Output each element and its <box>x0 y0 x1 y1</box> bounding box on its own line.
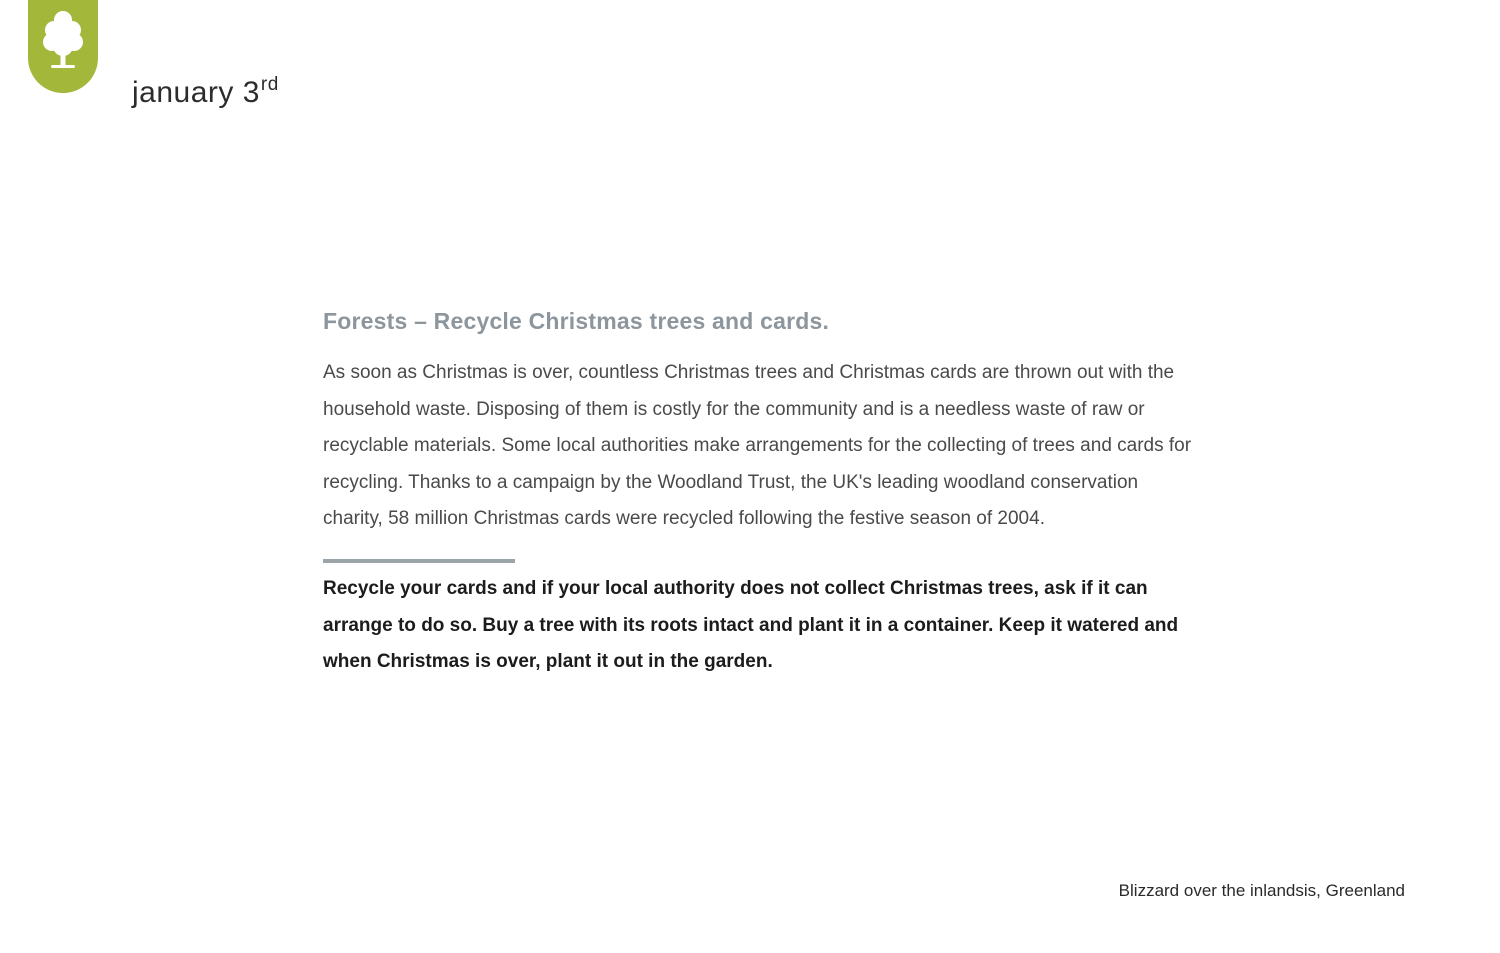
section-divider <box>323 559 515 563</box>
date-day: january 3 <box>132 76 260 109</box>
article-heading: Forests – Recycle Christmas trees and cards. <box>323 308 830 334</box>
advice-text: Recycle your cards and if your local authority does not collect Christmas trees, ask if it can arrange to do so. Buy a tree with its roots intact and plant it in a container. Keep it watered and when Christmas is over, plant it out in the garden. <box>323 578 1179 672</box>
article-body: As soon as Christmas is over, countless Christmas trees and Christmas cards are thrown out with the household waste. Disposing of them is costly for the community and is a needless waste of raw or recyclable materials. Some local authorities make arrangements for the collecting of trees and cards for recycling. Thanks to a campaign by the Woodland Trust, the UK's leading woodland conservation charity, 58 million Christmas cards were recycled following the festive season of 2004. <box>323 362 1192 529</box>
photo-caption: Blizzard over the inlandsis, Greenland <box>1118 881 1405 900</box>
category-badge <box>28 0 98 93</box>
date-suffix: rd <box>260 74 279 95</box>
page-date <box>132 74 279 110</box>
tree-icon <box>41 6 85 74</box>
